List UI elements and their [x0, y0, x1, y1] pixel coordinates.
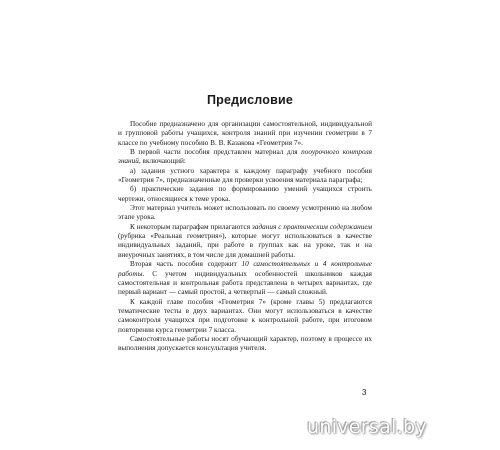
- paragraph-text: (рубрика «Реальная геометрия»), которые могут использоваться в качестве индивидуальных заданий, при работе в группах как на уроке, так и на внеурочных занятиях, в том числе для домашней работы.: [118, 232, 372, 259]
- emphasis-text: пооурочного контроля знаний: [118, 148, 372, 166]
- emphasis-text: задания с практическим содержанием: [251, 222, 372, 231]
- paragraph-text: Пособие предназначено для организации самостоятельной, индивидуальной и групповой работы учащихся, контроля знаний при изучении геометрии в 7 классе по учебному пособию В. В. Казакова «Геометрия 7».: [118, 120, 372, 147]
- page-number: 3: [362, 388, 367, 397]
- paragraph-text: б) практические задания по формированию умений учащихся строить чертежи, относящиеся к теме урока.: [118, 185, 372, 203]
- paragraph: [118, 120, 372, 148]
- paragraph-text: Вторая часть пособия содержит: [130, 260, 242, 269]
- paragraph-text: , включающий:: [138, 157, 186, 166]
- paragraph-text: . С учетом индивидуальных особенностей школьников каждая самостоятельная и контрольная работа представлена в четырех вариантах, где первый вариант — самый простой, а четвертый — самый сложный.: [118, 269, 372, 297]
- paragraph-text: В первой части пособия представлен материал для: [130, 148, 302, 157]
- site-watermark: universal.by: [307, 416, 427, 438]
- page-title: Предисловие: [206, 93, 294, 107]
- emphasis-text: 10 самостоятельных и 4 контрольные работы: [118, 260, 372, 278]
- paragraph: [118, 335, 372, 354]
- paragraph: [118, 148, 372, 167]
- paragraph-text: Этот материал учитель может использовать по своему усмотрению на любом этапе урока.: [118, 204, 372, 222]
- paragraph-text: Самостоятельные работы носят обучающий характер, поэтому в процессе их выполнения допускается консультация учителя.: [118, 334, 372, 353]
- paragraph: [118, 185, 372, 204]
- paragraph-text: К некоторым параграфам прилагаются: [130, 222, 252, 231]
- paragraph: [118, 298, 372, 335]
- paragraph-text: а) задания устного характера к каждому параграфу учебного пособия «Геометрия 7», предназначенные для проверки усвоения материала параграфа;: [118, 166, 372, 185]
- paragraph-text: К каждой главе пособия «Геометрия 7» (кроме главы 5) предлагаются тематические тесты в двух вариантах. Они могут использоваться в качестве самоконтроля учащихся при подготовке к контрольной работе, при итоговом повторении курса геометрии 7 класса.: [118, 297, 372, 334]
- paragraph: [118, 204, 372, 223]
- paragraph: [118, 223, 372, 260]
- paragraph: [118, 167, 372, 186]
- preface-text: [118, 120, 372, 354]
- paragraph: [118, 260, 372, 297]
